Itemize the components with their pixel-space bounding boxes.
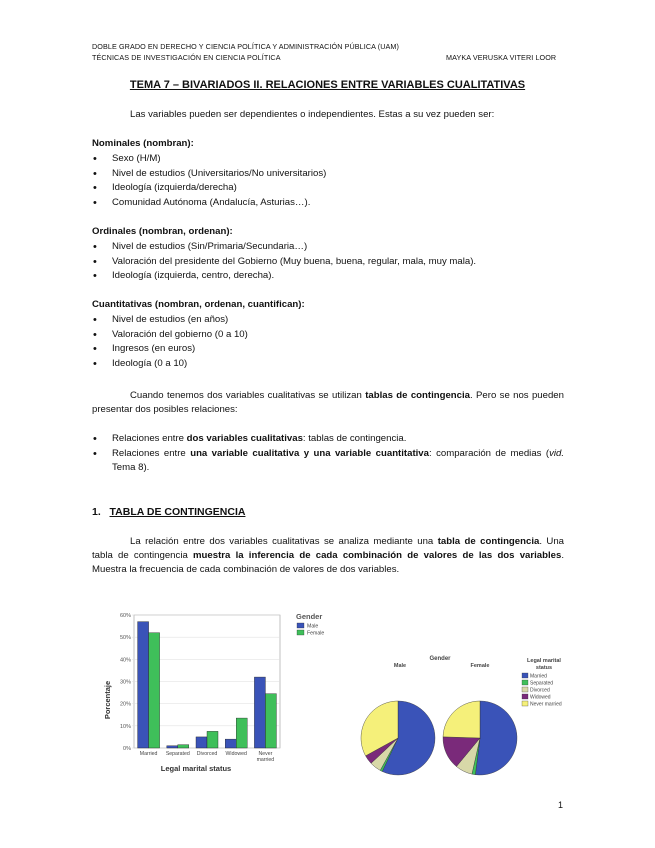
list-item: • Ideología (izquierda, centro, derecha). <box>92 269 572 284</box>
nominales-heading: Nominales (nombran): <box>92 138 194 149</box>
bar-male <box>167 746 178 748</box>
bar-male <box>196 737 207 748</box>
relaciones-list <box>92 432 564 476</box>
pie-chart <box>360 648 575 778</box>
list-item: • Relaciones entre dos variables cualitativas: tablas de contingencia. <box>92 432 564 447</box>
section-heading: 1. TABLA DE CONTINGENCIA <box>92 506 246 518</box>
legend-swatch <box>522 680 528 685</box>
header-line-2: TÉCNICAS DE INVESTIGACIÓN EN CIENCIA POLÍTICA <box>92 53 281 62</box>
page-number: 1 <box>558 800 564 810</box>
list-item: • Ingresos (en euros) <box>92 342 572 357</box>
list-item: • Nivel de estudios (en años) <box>92 313 572 328</box>
x-tick-label: Never <box>258 751 273 757</box>
section1-paragraph: La relación entre dos variables cualitativas se analiza mediante una tabla de contingencia. Una tabla de contingencia muestra la inferencia de cada combinación de valores de las dos variables. Muestra la frecuencia de cada combinación de valores de dos variables. <box>92 536 565 575</box>
x-tick-label: Widowed <box>225 751 247 757</box>
bar-female <box>265 694 276 748</box>
bar-female <box>236 718 247 748</box>
page-title: TEMA 7 – BIVARIADOS II. RELACIONES ENTRE VARIABLES CUALITATIVAS <box>129 79 526 91</box>
list-item: • Sexo (H/M) <box>92 152 572 167</box>
y-tick-label: 50% <box>119 635 131 642</box>
nominales-list <box>92 152 572 210</box>
list-item: • Valoración del presidente del Gobierno (Muy buena, buena, regular, mala, muy mala). <box>92 255 572 270</box>
bar-male <box>225 739 236 748</box>
bar-female <box>178 745 189 748</box>
legend-swatch <box>297 623 304 628</box>
pie-slice-married <box>475 701 517 775</box>
bar-xlabel: Legal marital status <box>160 764 232 773</box>
header-line-1: DOBLE GRADO EN DERECHO Y CIENCIA POLÍTICA Y ADMINISTRACIÓN PÚBLICA (UAM) <box>92 42 400 51</box>
y-tick-label: 10% <box>119 723 131 730</box>
legend-label: Never married <box>530 701 562 708</box>
pie-title: Gender <box>429 656 451 662</box>
x-tick-label: Separated <box>165 751 190 757</box>
legend-swatch <box>522 673 528 678</box>
list-item: • Relaciones entre una variable cualitativa y una variable cuantitativa: comparación de medias (vid. Tema 8). <box>92 447 564 476</box>
bar-male <box>254 677 265 748</box>
list-item: • Valoración del gobierno (0 a 10) <box>92 328 572 343</box>
y-tick-label: 20% <box>119 701 131 708</box>
intro-paragraph: Las variables pueden ser dependientes o independientes. Estas a su vez pueden ser: <box>130 109 495 120</box>
y-tick-label: 60% <box>119 613 131 619</box>
ordinales-heading: Ordinales (nombran, ordenan): <box>92 226 233 237</box>
cuantitativas-heading: Cuantitativas (nombran, ordenan, cuantifican): <box>92 299 305 310</box>
pie-slice-never-married <box>443 701 480 738</box>
legend-label: Married <box>530 673 547 680</box>
relaciones-paragraph: Cuando tenemos dos variables cualitativas se utilizan tablas de contingencia. Pero se nos pueden presentar dos posibles relaciones: <box>92 390 564 415</box>
legend-label: Divorced <box>530 687 550 694</box>
bar-female <box>207 731 218 748</box>
bar-male <box>138 622 149 748</box>
bar-female <box>149 633 160 748</box>
list-item: • Nivel de estudios (Universitarios/No universitarios) <box>92 167 572 182</box>
bar-ylabel: Porcentaje <box>103 680 112 720</box>
legend-label: Separated <box>530 680 554 687</box>
legend-label: Male <box>307 623 319 630</box>
cuantitativas-list <box>92 313 572 371</box>
header-author: MAYKA VERUSKA VITERI LOOR <box>446 53 557 62</box>
bar-chart <box>100 605 360 775</box>
bar-legend-title: Gender <box>296 612 323 621</box>
y-tick-label: 30% <box>119 679 131 686</box>
legend-label: Female <box>307 630 325 637</box>
pie-panel-male: Male <box>393 663 407 669</box>
legend-label: Widowed <box>530 694 551 701</box>
legend-swatch <box>522 694 528 699</box>
y-tick-label: 0% <box>123 746 131 752</box>
y-tick-label: 40% <box>119 657 131 664</box>
x-tick-label: Married <box>139 751 158 757</box>
legend-swatch <box>522 687 528 692</box>
legend-swatch <box>522 701 528 706</box>
legend-swatch <box>297 630 304 635</box>
x-tick-label: Divorced <box>196 751 218 757</box>
list-item: • Ideología (0 a 10) <box>92 357 572 372</box>
pie-legend-title-2: status <box>535 665 553 671</box>
list-item: • Ideología (izquierda/derecha) <box>92 181 572 196</box>
ordinales-list <box>92 240 572 284</box>
pie-panel-female: Female <box>470 663 490 669</box>
list-item: • Comunidad Autónoma (Andalucía, Asturias…). <box>92 196 572 211</box>
x-tick-label: married <box>256 757 275 763</box>
list-item: • Nivel de estudios (Sin/Primaria/Secundaria…) <box>92 240 572 255</box>
pie-legend-title-1: Legal marital <box>527 658 561 664</box>
